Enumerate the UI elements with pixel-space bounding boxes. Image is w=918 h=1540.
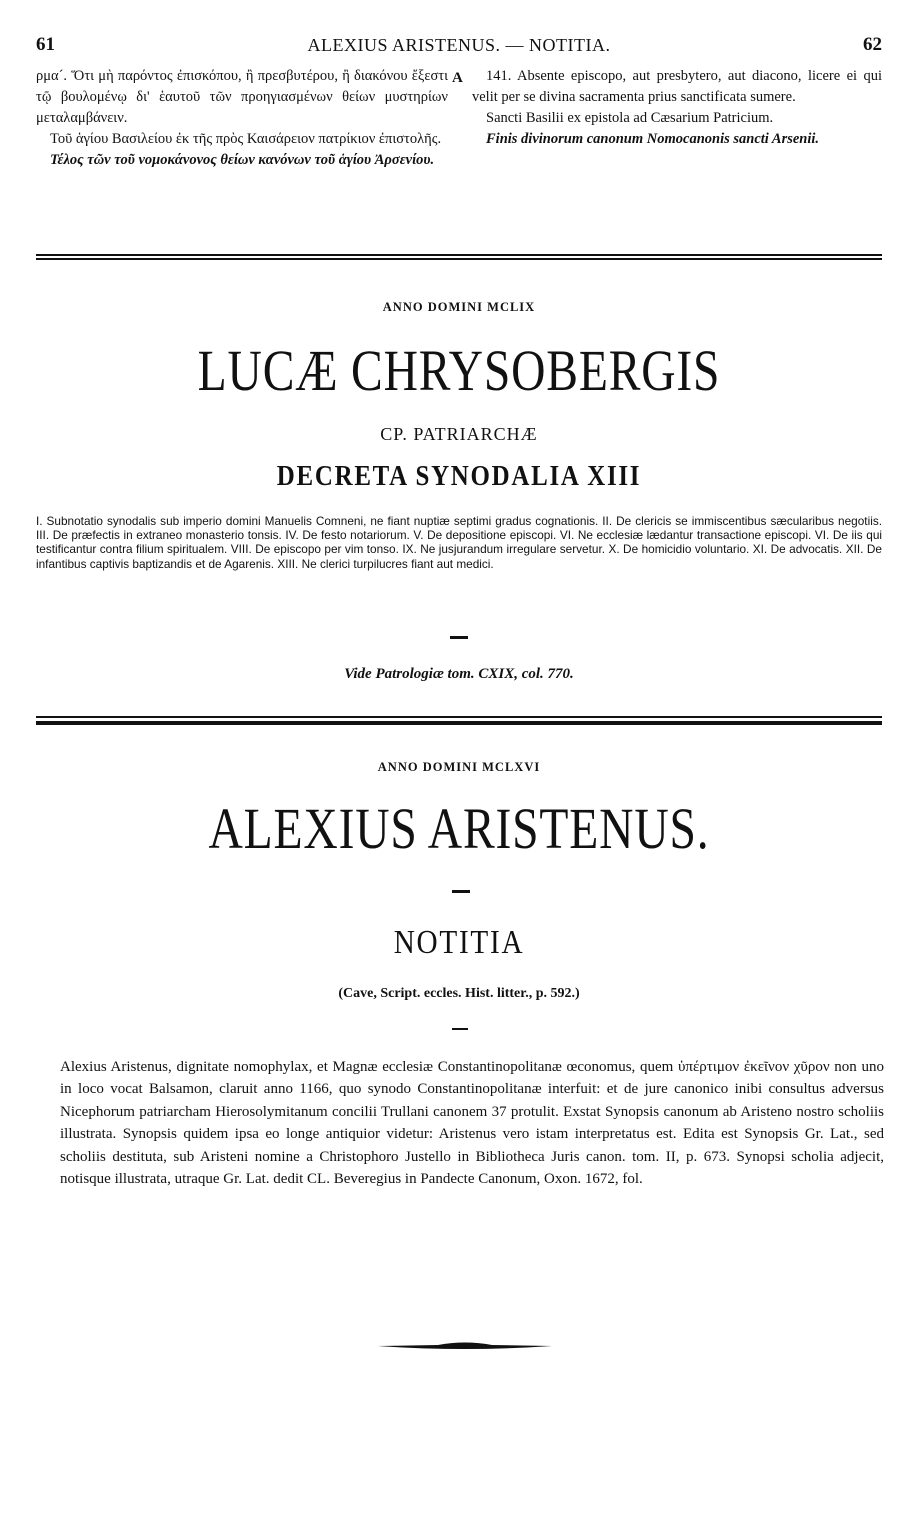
latin-finis-text: Finis divinorum canonum Nomocanonis sancti Arsenii. bbox=[486, 131, 820, 147]
section-rule bbox=[36, 716, 882, 718]
dash-divider bbox=[452, 890, 470, 893]
section-rule bbox=[36, 254, 882, 256]
latin-column bbox=[472, 66, 882, 150]
section-rule bbox=[36, 258, 882, 260]
dash-divider bbox=[450, 636, 468, 639]
column-marker: A bbox=[452, 70, 463, 86]
notitia-heading: NOTITIA bbox=[393, 924, 525, 961]
patrology-reference: Vide Patrologiæ tom. CXIX, col. 770. bbox=[344, 666, 574, 682]
page-number-left: 61 bbox=[36, 34, 55, 55]
work-title: DECRETA SYNODALIA XIII bbox=[276, 460, 642, 492]
author-office: CP. PATRIARCHÆ bbox=[380, 424, 538, 444]
section-rule bbox=[36, 721, 882, 725]
page-number-right: 62 bbox=[863, 34, 882, 55]
running-title: ALEXIUS ARISTENUS. — NOTITIA. bbox=[307, 35, 611, 55]
author-title-2: ALEXIUS ARISTENUS. bbox=[208, 796, 710, 861]
running-header bbox=[36, 34, 882, 60]
two-column-block bbox=[36, 66, 882, 236]
dash-divider bbox=[452, 1028, 468, 1030]
decrees-summary: I. Subnotatio synodalis sub imperio domini Manuelis Comneni, ne fiant nuptiæ septimi gradus cognationis. II. De clericis se immiscentibus sæcularibus negotiis. III. De præfectis in extraneo monasterio tonsis. IV. De festo notariorum. V. De depositione episcopi. VI. Ne ecclesiæ lædantur transactione episcopi. VI. De iis qui testificantur contra filium spiritualem. VIII. De episcopo per vim tonso. IX. Ne jusjurandum irregulare servetur. X. De homicidio voluntario. XI. De advocatis. XII. De infantibus captivis baptizandis et de Agarenis. XIII. Ne clerici turpilucres fiant aut medici. bbox=[36, 514, 882, 571]
end-flourish-ornament bbox=[378, 1340, 552, 1352]
author-title-1: LUCÆ CHRYSOBERGIS bbox=[197, 338, 721, 403]
greek-finis-text: Τέλος τῶν τοῦ νομοκάνονος θείων κανόνων τοῦ ἁγίου Ἀρσενίου. bbox=[50, 152, 435, 168]
greek-canon-text: ρμα´. Ὅτι μὴ παρόντος ἐπισκόπου, ἢ πρεσβυτέρου, ἢ διακόνου ἔξεστι τῷ βουλομένῳ δι' ἑαυτοῦ τῶν προηγιασμένων θείων μυστηρίων μεταλαμβάνειν. bbox=[36, 68, 448, 126]
latin-canon-text: 141. Absente episcopo, aut presbytero, aut diacono, licere ei qui velit per se divina sacramenta prius sanctificata sumere. bbox=[472, 68, 882, 105]
anno-domini-1: ANNO DOMINI MCLIX bbox=[382, 300, 536, 314]
source-citation: (Cave, Script. eccles. Hist. litter., p. 592.) bbox=[338, 986, 580, 1001]
notitia-body: Alexius Aristenus, dignitate nomophylax, et Magnæ ecclesiæ Constantinopolitanæ œconomus, quem ὑπέρτιμον ἐκεῖνον χῦρον non uno in loco vocat Balsamon, claruit anno 1166, quo synodo Constantinopolitanæ interfuit: et de jure canonico inibi consultus adversus Nicephorum patriarcham Hierosolymitanum concilii Trullani canonem 37 protulit. Exstat Synopsis canonum ab Aristeno nostro scholiis illustrata. Synopsis quidem ipsa eo longe antiquior videtur: Aristenus vero istam interpretatus est. Edita est Synopsis Gr. Lat., sed scholiis destituta, sub Aristeni nomine a Christophoro Justello in Bibliotheca Juris canon. tom. II, p. 673. Synopsi scholia adjecit, notisque illustrata, utraque Gr. Lat. dedit CL. Beveregius in Pandecte Canonum, Oxon. 1672, fol. bbox=[60, 1059, 884, 1188]
greek-column bbox=[36, 66, 448, 171]
anno-domini-2: ANNO DOMINI MCLXVI bbox=[377, 760, 541, 774]
latin-source-text: Sancti Basilii ex epistola ad Cæsarium Patricium. bbox=[486, 110, 774, 126]
greek-source-text: Τοῦ ἁγίου Βασιλείου ἐκ τῆς πρὸς Καισάρειον πατρίκιον ἐπιστολῆς. bbox=[50, 131, 442, 147]
